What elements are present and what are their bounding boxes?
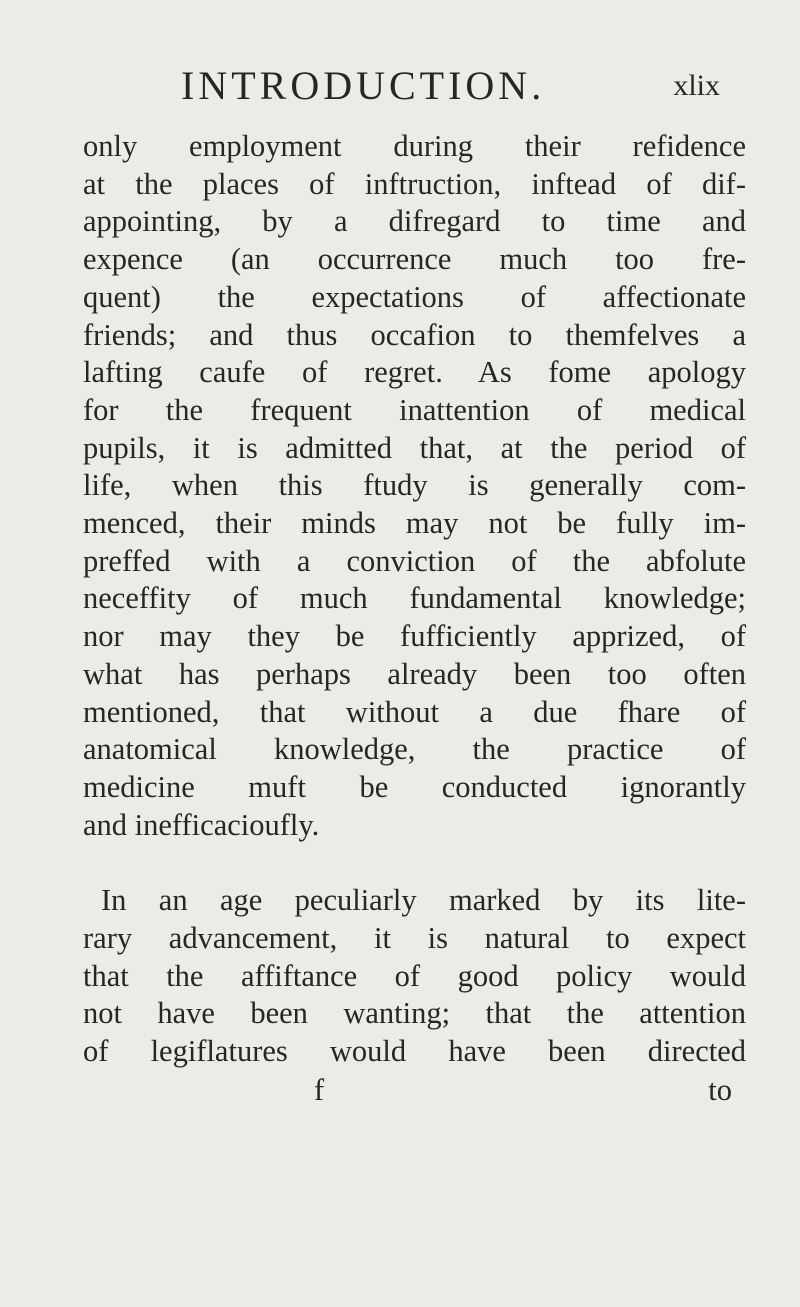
text-line: and inefficacioufly. (83, 807, 320, 842)
page-header (83, 62, 746, 110)
text-line: rary advancement, it is natural to expect (83, 921, 746, 956)
text-line: not have been wanting; that the attention (83, 996, 746, 1031)
text-line: that the affiftance of good policy would (83, 958, 746, 993)
paragraph-1 (83, 128, 746, 844)
text-line: menced, their minds may not be fully im- (83, 506, 746, 541)
signature-mark: f (314, 1072, 325, 1107)
catchword: to (708, 1072, 732, 1107)
text-line: mentioned, that without a due fhare of (83, 694, 746, 729)
running-title: INTRODUCTION. (181, 63, 546, 108)
text-line: pupils, it is admitted that, at the period of (83, 430, 746, 465)
text-line: what has perhaps already been too often (83, 656, 746, 691)
text-line: only employment during their refidence (83, 129, 746, 163)
text-line: In an age peculiarly marked by its lite- (101, 883, 746, 918)
text-line: lafting caufe of regret. As fome apology (83, 355, 746, 390)
paragraph-2 (83, 882, 746, 1071)
text-line: life, when this ftudy is generally com- (83, 468, 746, 503)
page-footer (83, 1071, 746, 1109)
text-line: of legiflatures would have been directed (83, 1034, 746, 1069)
text-line: appointing, by a difregard to time and (83, 204, 746, 239)
text-line: quent) the expectations of affectionate (83, 279, 746, 314)
paragraph-spacer (83, 844, 746, 882)
text-line: for the frequent inattention of medical (83, 392, 746, 427)
text-line: medicine muft be conducted ignorantly (83, 769, 746, 804)
text-line: expence (an occurrence much too fre- (83, 242, 746, 277)
text-line: neceffity of much fundamental knowledge; (83, 581, 746, 616)
text-line: preffed with a conviction of the abfolute (83, 543, 746, 578)
text-line: anatomical knowledge, the practice of (83, 732, 746, 767)
text-line: friends; and thus occafion to themfelves a (83, 317, 746, 352)
page-number: xlix (673, 69, 720, 102)
text-line: nor may they be fufficiently apprized, of (83, 619, 746, 654)
text-line: at the places of inftruction, inftead of dif- (83, 166, 746, 201)
